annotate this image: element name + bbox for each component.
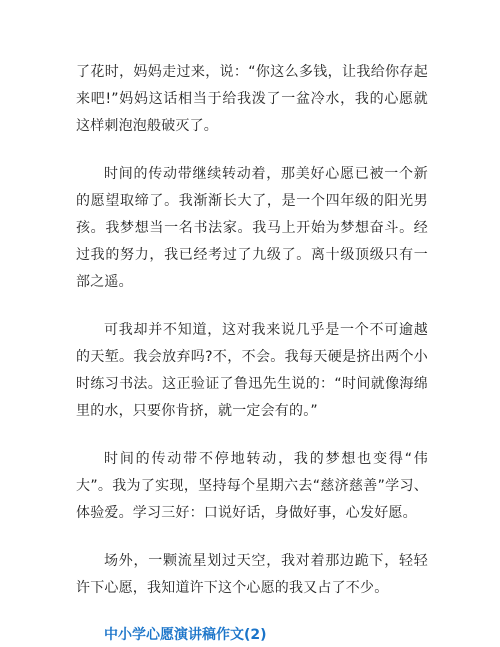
paragraph-1: 了花时，妈妈走过来，说：“你这么多钱，让我给你存起来吧!”妈妈这话相当于给我泼了一盆冷水，我的心愿就这样刺泡泡般破灭了。 <box>76 64 428 134</box>
paragraph-5: 场外，一颗流星划过天空，我对着那边跪下，轻轻许下心愿，我知道许下这个心愿的我又占了不少。 <box>76 553 428 596</box>
paragraph-4: 时间的传动带不停地转动，我的梦想也变得“伟大”。我为了实现，坚持每个星期六去“慈济慈善”学习、体验爱。学习三好：口说好话，身做好事，心发好愿。 <box>76 451 428 521</box>
next-article-title[interactable]: 中小学心愿演讲稿作文(2) <box>104 627 267 643</box>
article-body <box>76 59 428 647</box>
paragraph-3: 可我却并不知道，这对我来说几乎是一个不可逾越的天堑。我会放弃吗?不，不会。我每天硬是挤出两个小时练习书法。这正验证了鲁迅先生说的：“时间就像海绵里的水，只要你肯挤，就一定会有的。” <box>76 322 428 419</box>
paragraph-2: 时间的传动带继续转动着，那美好心愿已被一个新的愿望取缔了。我渐渐长大了，是一个四年级的阳光男孩。我梦想当一名书法家。我马上开始为梦想奋斗。经过我的努力，我已经考过了九级了。离十级顶级只有一部之遥。 <box>76 166 428 290</box>
